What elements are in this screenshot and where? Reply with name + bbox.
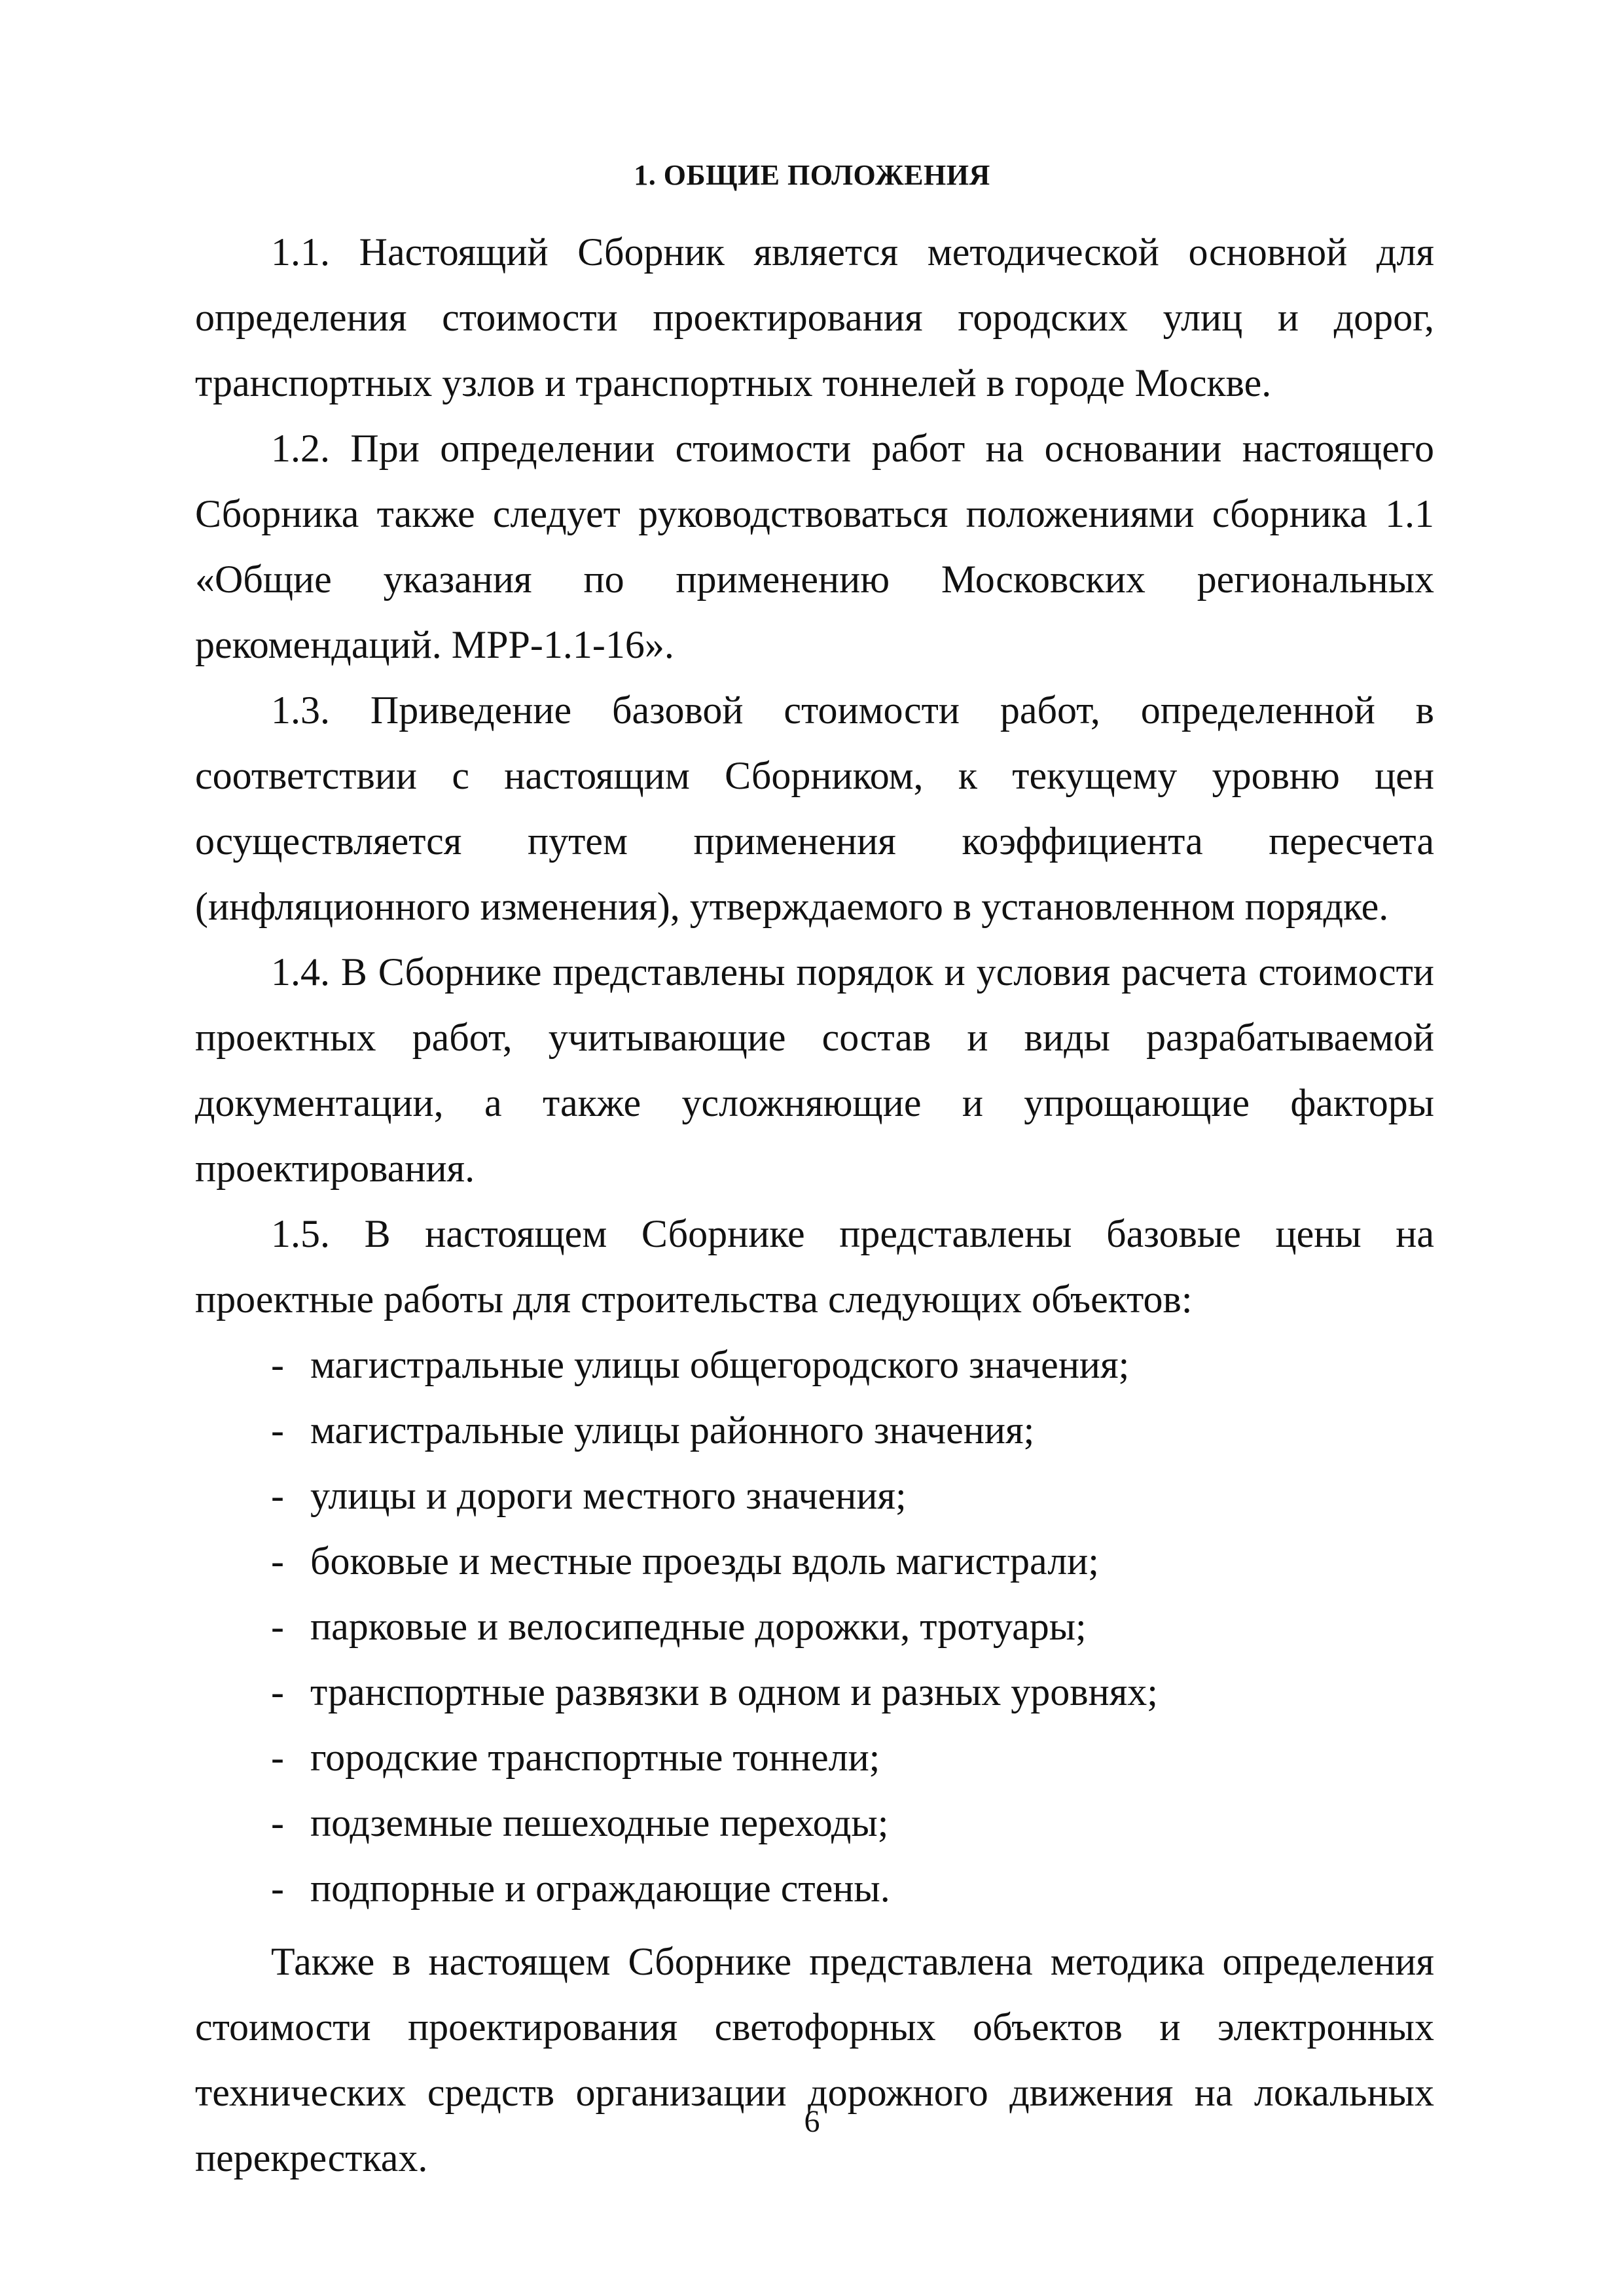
paragraph-1-5: 1.5. В настоящем Сборнике представлены базовые цены на проектные работы для строительства следующих объектов: <box>195 1212 1434 1321</box>
dash-marker: - <box>271 1343 284 1386</box>
list-item-text: подземные пешеходные переходы; <box>310 1801 889 1844</box>
list-item-text: магистральные улицы общегородского значения; <box>310 1343 1130 1386</box>
list-item-text: улицы и дороги местного значения; <box>310 1474 907 1517</box>
paragraph-1-3: 1.3. Приведение базовой стоимости работ, определенной в соответствии с настоящим Сборником, к текущему уровню цен осуществляется путем применения коэффициента пересчета (инфляционного изменения), утверждаемого в установленном порядке. <box>195 689 1434 928</box>
list-item <box>195 1725 1434 1790</box>
dash-marker: - <box>271 1605 284 1648</box>
list-item-text: городские транспортные тоннели; <box>310 1736 880 1779</box>
list-item-text: боковые и местные проезды вдоль магистрали; <box>310 1539 1099 1583</box>
list-item <box>195 1332 1434 1397</box>
dash-marker: - <box>271 1474 284 1517</box>
dash-marker: - <box>271 1539 284 1583</box>
paragraph-1-1: 1.1. Настоящий Сборник является методической основной для определения стоимости проектирования городских улиц и дорог, транспортных узлов и транспортных тоннелей в городе Москве. <box>195 230 1434 404</box>
list-item <box>195 1594 1434 1659</box>
list-item-text: магистральные улицы районного значения; <box>310 1408 1035 1452</box>
dash-marker: - <box>271 1408 284 1452</box>
paragraph-1-4: 1.4. В Сборнике представлены порядок и условия расчета стоимости проектных работ, учитывающие состав и виды разрабатываемой документации, а также усложняющие и упрощающие факторы проектирования. <box>195 950 1434 1190</box>
page-number: 6 <box>804 2104 820 2139</box>
section-heading: 1. ОБЩИЕ ПОЛОЖЕНИЯ <box>634 159 990 191</box>
dash-marker: - <box>271 1867 284 1910</box>
object-list <box>195 1332 1434 1921</box>
paragraph-1-2: 1.2. При определении стоимости работ на основании настоящего Сборника также следует руководствоваться положениями сборника 1.1 «Общие указания по применению Московских региональных рекомендаций. МРР-1.1-16». <box>195 427 1434 666</box>
list-item-text: транспортные развязки в одном и разных уровнях; <box>310 1670 1158 1713</box>
list-item <box>195 1528 1434 1594</box>
list-item <box>195 1397 1434 1463</box>
list-item <box>195 1790 1434 1856</box>
list-item-text: подпорные и ограждающие стены. <box>310 1867 890 1910</box>
closing-paragraph: Также в настоящем Сборнике представлена методика определения стоимости проектирования светофорных объектов и электронных технических средств организации дорожного движения на локальных перекрестках. <box>195 1940 1434 2179</box>
dash-marker: - <box>271 1801 284 1844</box>
body-text <box>195 219 1434 2191</box>
dash-marker: - <box>271 1736 284 1779</box>
list-item <box>195 1856 1434 1921</box>
list-item-text: парковые и велосипедные дорожки, тротуары; <box>310 1605 1087 1648</box>
list-item <box>195 1659 1434 1725</box>
list-item <box>195 1463 1434 1528</box>
dash-marker: - <box>271 1670 284 1713</box>
